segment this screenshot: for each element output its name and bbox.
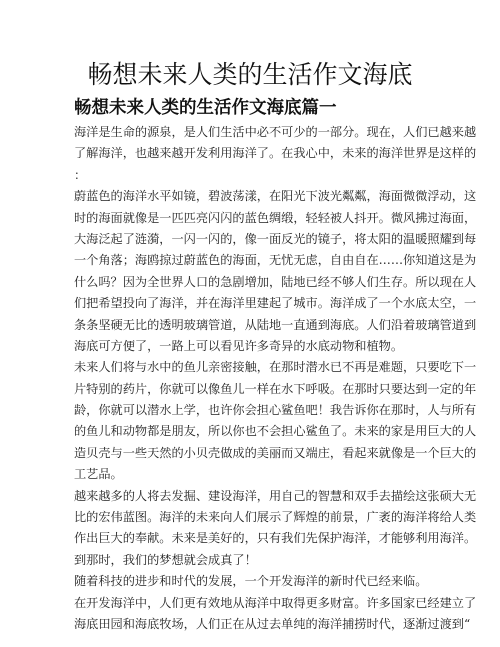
text-line: 随着科技的进步和时代的发展，一个开发海洋的新时代已经来临。 [74,574,428,589]
body-text [74,122,477,635]
text-line: 未来人们将与水中的鱼儿亲密接触，在那时潜水已不再是难题，只要吃下一 [74,360,477,375]
text-line: 片特别的药片，你就可以像鱼儿一样在水下呼吸。在那时只要达到一定的年 [74,381,477,396]
text-line: 的鱼儿和动物都是朋友，所以你也不会担心鲨鱼了。未来的家是用巨大的人 [74,424,477,439]
text-line: 比的宏伟蓝图。海洋的未来向人们展示了辉煌的前景，广袤的海洋将给人类 [74,510,477,525]
text-line: 什么吗？因为全世界人口的急剧增加，陆地已经不够人们生存。所以现在人 [74,274,477,289]
text-line: 龄，你就可以潜水上学，也许你会担心鲨鱼吧！我告诉你在那时，人与所有 [74,403,477,418]
text-line: 作出巨大的奉献。未来是美好的，只有我们先保护海洋，才能够利用海洋。 [74,531,477,546]
text-line: 工艺品。 [74,467,123,482]
text-line: 海洋是生命的源泉，是人们生活中必不可少的一部分。现在，人们已越来越 [74,125,477,139]
text-line: 条条坚硬无比的透明玻璃管道，从陆地一直通到海底。人们沿着玻璃管道到 [74,317,477,332]
text-line: 大海泛起了涟漪，一闪一闪的，像一面反光的镜子，将太阳的温暖照耀到每 [74,231,477,246]
text-line: 造贝壳与一些天然的小贝壳做成的美丽而又端庄，看起来就像是一个巨大的 [74,445,477,460]
text-line: 们把希望投向了海洋，并在海洋里建起了城市。海洋成了一个水底太空，一 [74,296,477,311]
section-heading: 畅想未来人类的生活作文海底篇一 [74,98,337,118]
text-line: 了解海洋，也越来越开发利用海洋了。在我心中，未来的海洋世界是这样的 [74,146,477,161]
text-line: ： [74,167,87,182]
text-line: 一个角落；海鸥掠过蔚蓝色的海面，无忧无虑，自由自在……你知道这是为 [74,253,477,268]
text-line: 蔚蓝色的海洋水平如镜，碧波荡漾，在阳光下波光粼粼，海面微微浮动，这 [74,189,477,204]
text-line: 海底田园和海底牧场，人们正在从过去单纯的海洋捕捞时代，逐渐过渡到“ [74,616,471,631]
text-line: 到那时，我们的梦想就会成真了！ [74,552,257,567]
text-line: 越来越多的人将去发掘、建设海洋，用自己的智慧和双手去描绘这张硕大无 [74,488,477,503]
text-line: 在开发海洋中，人们更有效地从海洋中取得更多财富。许多国家已经建立了 [74,595,477,610]
text-line: 海底可方便了，一路上可以看见许多奇异的水底动物和植物。 [74,338,404,353]
text-line: 时的海面就像是一匹匹亮闪闪的蓝色绸缎，轻轻被人抖开。微风拂过海面， [74,210,477,225]
page-title: 畅想未来人类的生活作文海底 [87,60,413,89]
